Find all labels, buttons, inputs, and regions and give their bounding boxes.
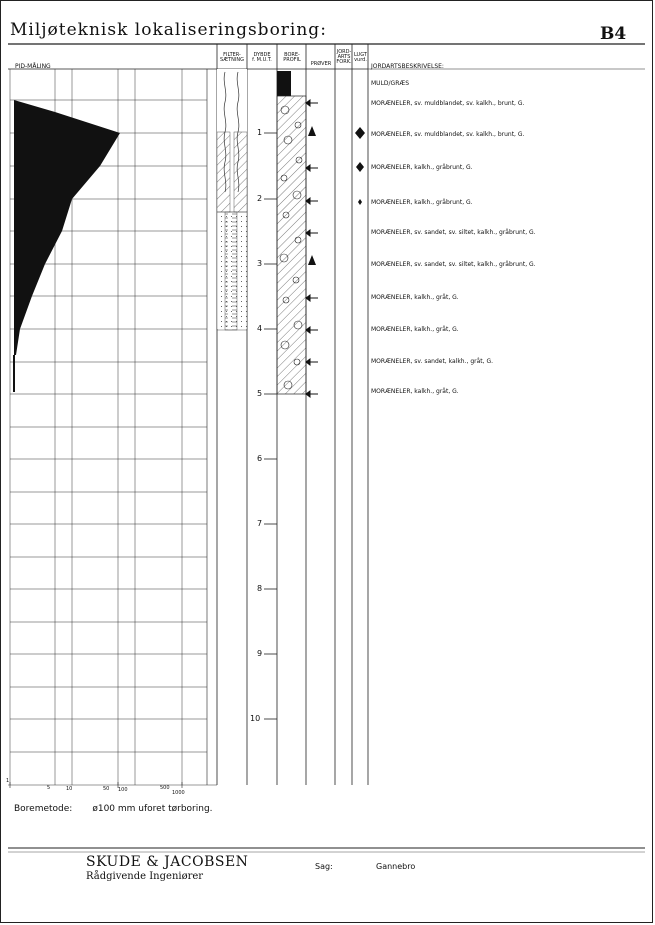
soil-description: MULD/GRÆS — [371, 80, 410, 87]
method-label: Boremetode: — [14, 804, 73, 814]
soil-description: MORÆNELER, sv. muldblandet, sv. kalkh., brunt, G. — [371, 100, 525, 107]
pid-axis-label: 500 — [160, 785, 170, 791]
filter-column-header: FILTER- SÆTNING — [220, 52, 244, 63]
boring-code: B4 — [600, 24, 627, 44]
depth-column-header: DYBDE f. M.U.T. — [252, 52, 272, 63]
page-title: Miljøteknisk lokaliseringsboring: — [10, 20, 327, 40]
depth-label: 4 — [257, 324, 263, 333]
pid-axis-label: 10 — [66, 786, 73, 792]
depth-label: 8 — [257, 584, 263, 593]
description-column-header: JORDARTSBESKRIVELSE: — [371, 63, 444, 70]
depth-label: 6 — [257, 454, 263, 463]
depth-label: 7 — [257, 519, 263, 528]
pid-column-header: PID-MÅLING — [15, 63, 51, 70]
soil-description: MORÆNELER, sv. muldblandet, sv. kalkh., brunt, G. — [371, 131, 525, 138]
depth-label: 1 — [257, 128, 263, 137]
depth-label: 10 — [250, 714, 261, 723]
samples-column-header: PRØVER — [310, 61, 332, 67]
company-name: SKUDE & JACOBSEN — [86, 854, 249, 870]
profile-column-header: BORE- PROFIL — [283, 52, 301, 63]
sample-markers — [306, 100, 318, 397]
pid-axis-label: 1 — [6, 778, 10, 784]
smell-column-header: LUGT vurd. — [354, 52, 367, 63]
pid-axis-label: 50 — [103, 786, 110, 792]
method-value: ø100 mm uforet tørboring. — [92, 804, 213, 814]
soil-description: MORÆNELER, sv. sandet, kalkh., gråt, G. — [371, 358, 493, 365]
case-label: Sag: — [315, 862, 333, 871]
soil-description: MORÆNELER, kalkh., gråbrunt, G. — [371, 199, 473, 206]
soil-description: MORÆNELER, sv. sandet, sv. siltet, kalkh., gråbrunt, G. — [371, 261, 536, 268]
pid-axis-label: 100 — [118, 787, 128, 793]
jord-column-header: JORD- ARTS FORK. — [336, 49, 352, 65]
pid-profile — [14, 100, 120, 355]
pid-axis-label: 5 — [47, 785, 51, 791]
depth-label: 3 — [257, 259, 263, 268]
depth-label: 2 — [257, 194, 263, 203]
soil-description: MORÆNELER, kalkh., gråt, G. — [371, 326, 459, 333]
smell-markers — [355, 127, 365, 205]
depth-label: 9 — [257, 649, 263, 658]
depth-ticks — [264, 133, 277, 719]
soil-description: MORÆNELER, sv. sandet, sv. siltet, kalkh., gråbrunt, G. — [371, 229, 536, 236]
drilling-method — [14, 804, 213, 814]
depth-label: 5 — [257, 389, 263, 398]
company-subtitle: Rådgivende Ingeniører — [86, 871, 204, 882]
case-value: Gannebro — [376, 862, 416, 871]
soil-description: MORÆNELER, kalkh., gråbrunt, G. — [371, 164, 473, 171]
soil-description: MORÆNELER, kalkh., gråt, G. — [371, 294, 459, 301]
pid-axis-label: 1000 — [172, 790, 185, 796]
bore-profile-topsoil — [277, 71, 291, 96]
bore-profile-clay — [277, 96, 306, 394]
soil-description: MORÆNELER, kalkh., gråt, G. — [371, 388, 459, 395]
